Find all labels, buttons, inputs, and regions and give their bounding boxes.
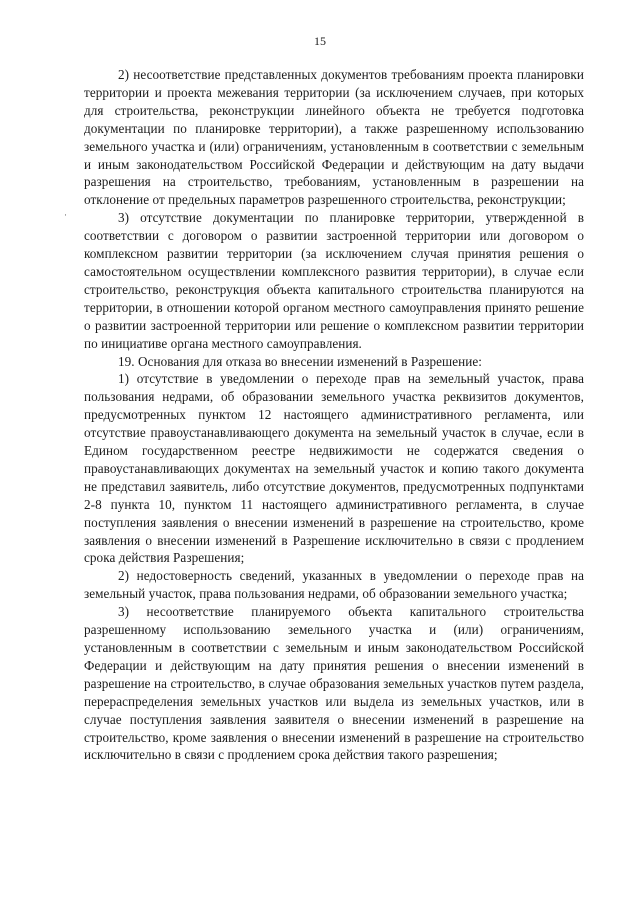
margin-mark: · — [64, 210, 67, 220]
paragraph-item-3-no-documentation: 3) отсутствие документации по планировке территории, утвержденной в соответствии с договором о развитии застроенной территории или договором о комплексном развитии территории (за исключением случая принятия решения о самостоятельном осуществлении комплексного развития территории), в случае если строительство, реконструкция объекта капитального строительства планируются на территории, в отношении которой органом местного самоуправления принято решение о развитии застроенной территории или решение о комплексном развитии территории по инициативе органа местного самоуправления. — [84, 210, 584, 351]
body-text — [84, 66, 584, 764]
paragraph-19-item-1: 1) отсутствие в уведомлении о переходе прав на земельный участок, права пользования недрами, об образовании земельного участка реквизитов документов, предусмотренных пунктом 12 настоящего административного регламента, или отсутствие правоустанавливающего документа на земельный участок в случае, если в Едином государственном реестре недвижимости не содержатся сведения о правоустанавливающих документах на земельный участок и копию такого документа не представил заявитель, либо отсутствие документов, предусмотренных подпунктами 2-8 пункта 10, пунктом 11 настоящего административного регламента, в случае поступления заявления о внесении изменений в разрешение на строительство, кроме заявления о внесении изменений в Разрешение исключительно в связи с продлением срока действия Разрешения; — [84, 371, 584, 566]
paragraph-section-19-heading: 19. Основания для отказа во внесении изменений в Разрешение: — [118, 353, 482, 369]
page-number: 15 — [314, 34, 326, 48]
paragraph-19-item-2: 2) недостоверность сведений, указанных в уведомлении о переходе прав на земельный участок, права пользования недрами, об образовании земельного участка; — [84, 568, 584, 602]
paragraph-item-2-mismatch: 2) несоответствие представленных документов требованиям проекта планировки территории и проекта межевания территории (за исключением случаев, при которых для строительства, реконструкции линейного объекта не требуется подготовка документации по планировке территории), а также разрешенному использованию земельного участка и (или) ограничениям, установленным в соответствии с земельным и иным законодательством Российской Федерации и действующим на дату выдачи разрешения на строительство, требованиям, установленным в разрешении на отклонение от предельных параметров разрешенного строительства, реконструкции; — [84, 67, 584, 208]
paragraph-19-item-3: 3) несоответствие планируемого объекта капитального строительства разрешенному использованию земельного участка и (или) ограничениям, установленным в соответствии с земельным и иным законодательством Российской Федерации и действующим на дату принятия решения о внесении изменений в разрешение на строительство, в случае образования земельных участков путем раздела, перераспределения земельных участков или выдела из земельных участков, или в случае поступления заявления заявителя о внесении изменений в разрешение на строительство, кроме заявления о внесении изменений в разрешение на строительство исключительно в связи с продлением срока действия такого разрешения; — [84, 604, 584, 763]
